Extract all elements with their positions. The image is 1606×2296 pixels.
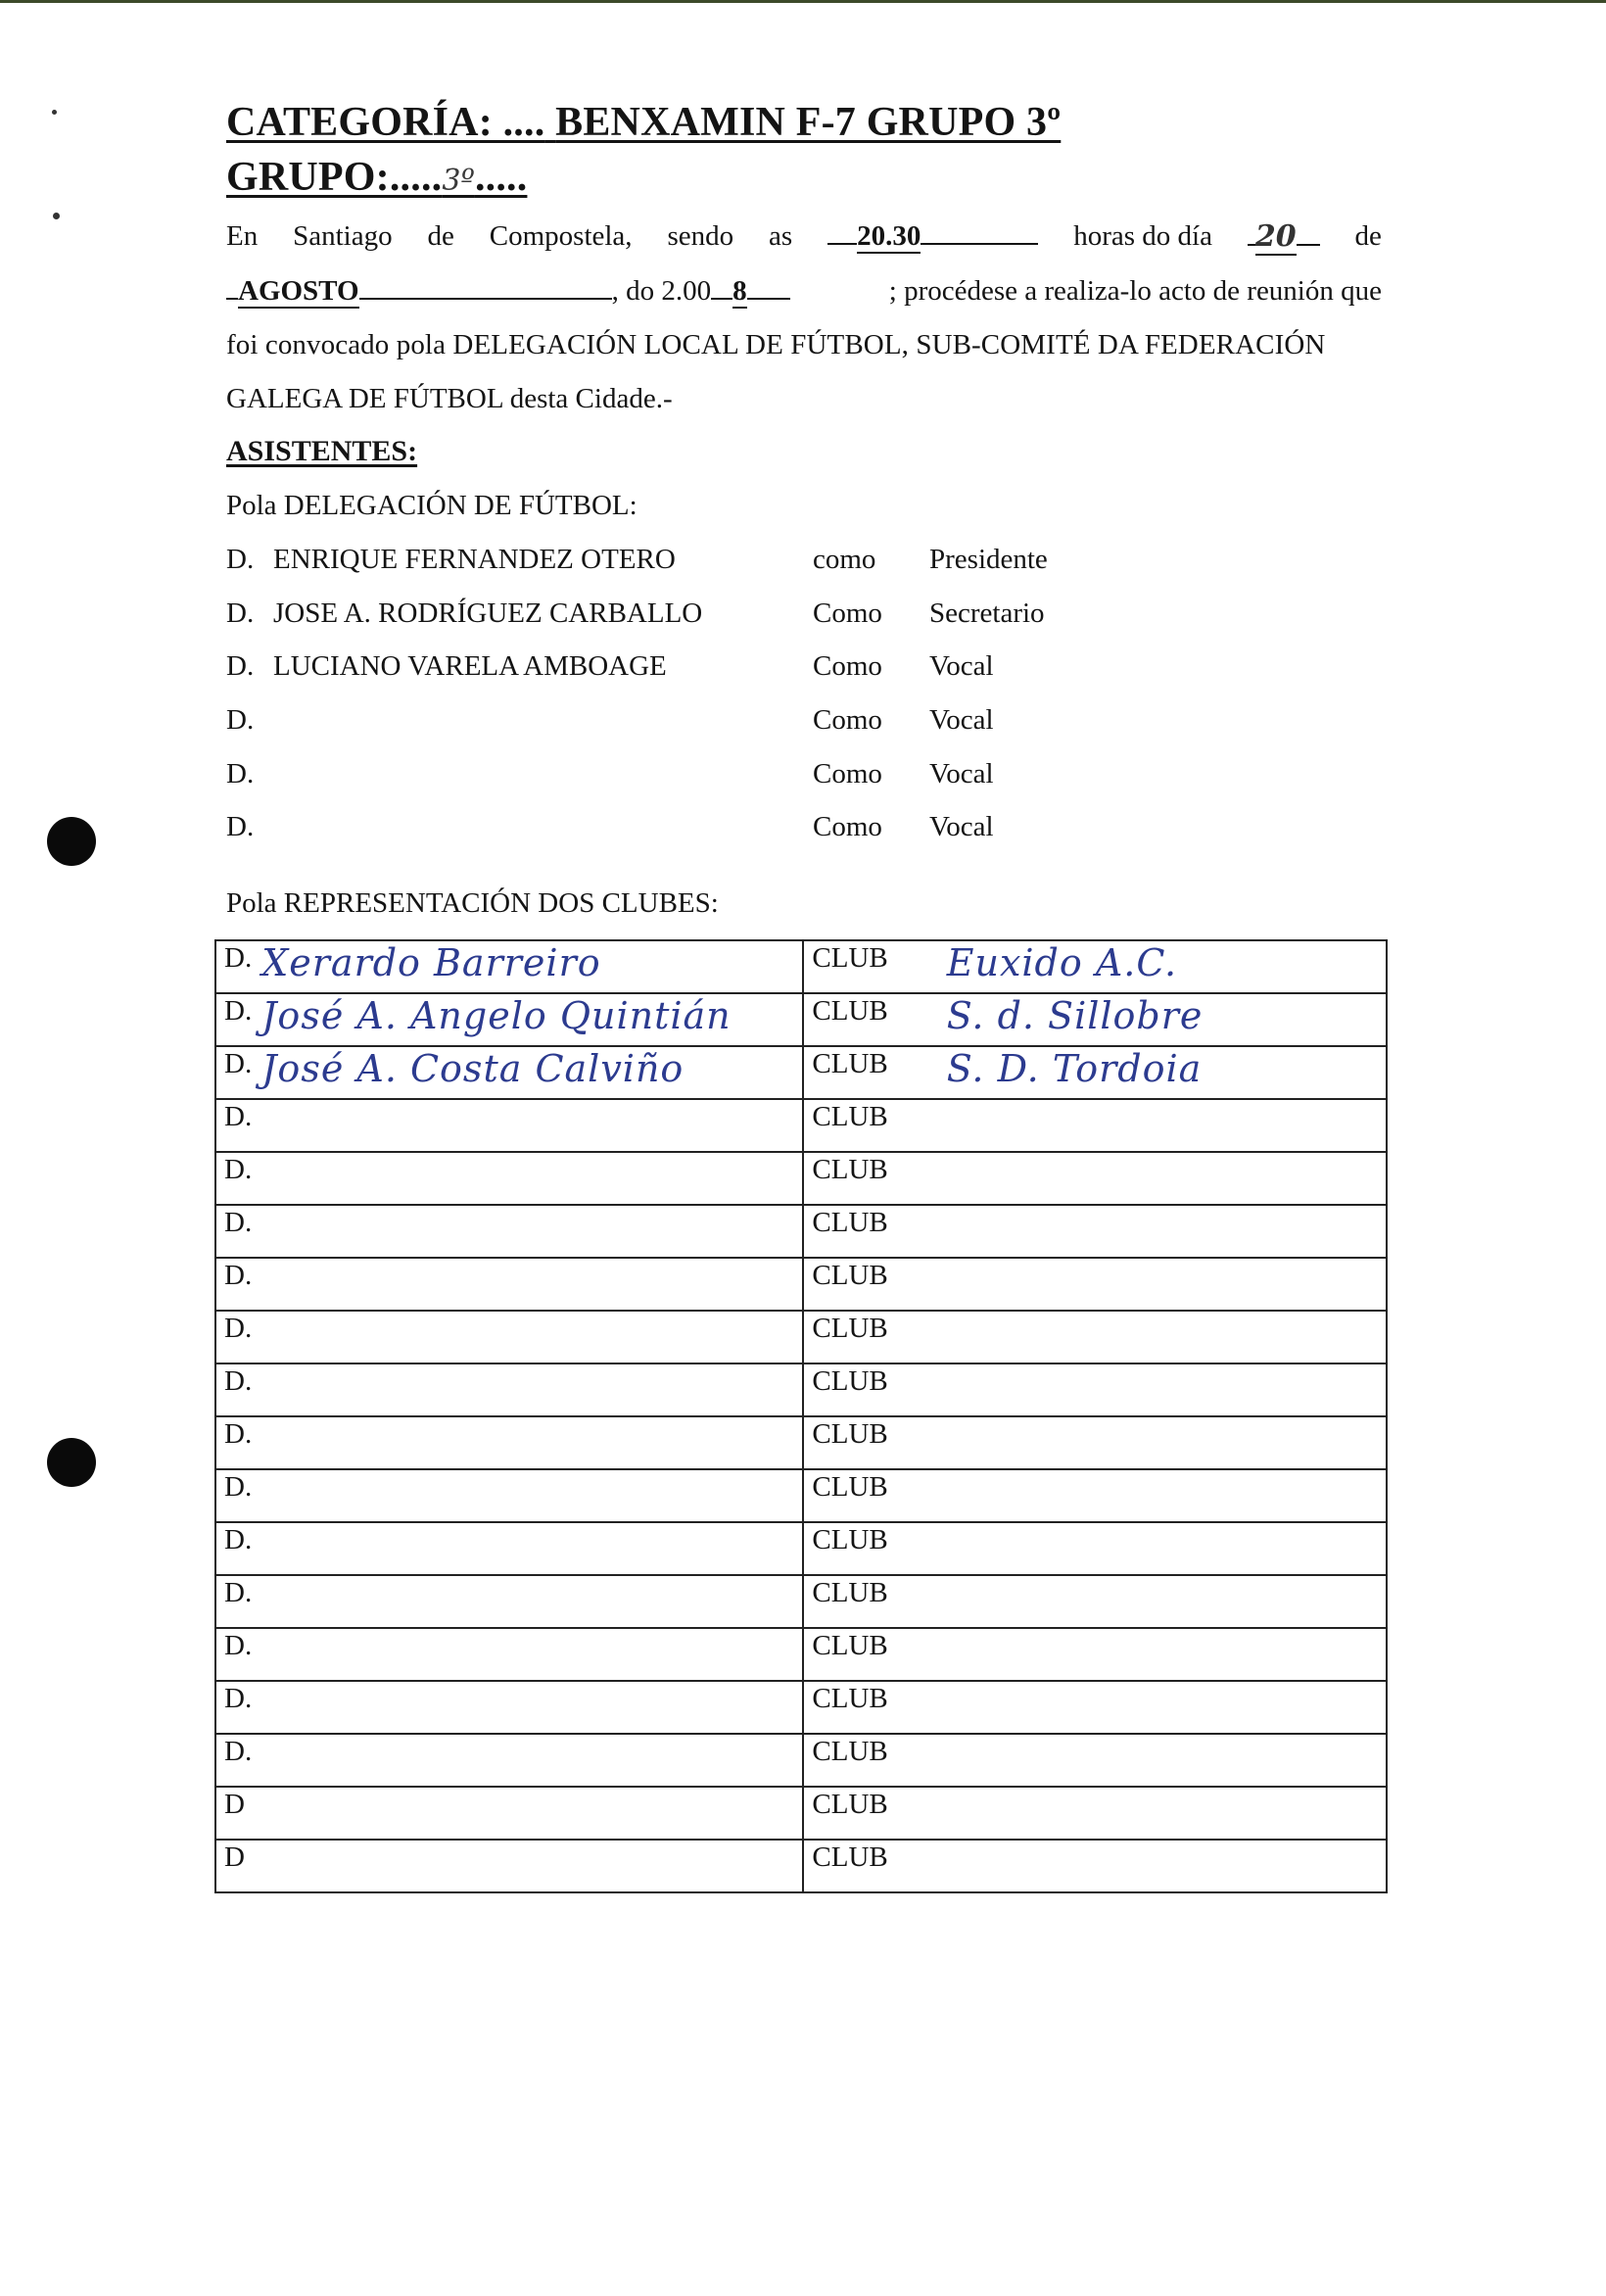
scan-speck: [53, 213, 60, 219]
club-cell: [803, 1681, 1387, 1734]
club-row: [215, 1416, 1387, 1469]
club-row: [215, 1469, 1387, 1522]
intro-word: Santiago: [293, 220, 393, 252]
club-name-handwritten: Euxido A.C.: [946, 941, 1178, 984]
club-cell: [803, 1311, 1387, 1363]
intro-word: sendo: [667, 220, 734, 252]
representative-cell: [215, 1469, 803, 1522]
member-role: Vocal: [929, 811, 994, 842]
grupo-label: GRUPO:.....: [226, 155, 443, 200]
representative-cell: [215, 1575, 803, 1628]
representative-prefix: D.: [224, 1207, 253, 1238]
delegacion-label: Pola DELEGACIÓN DE FÚTBOL:: [226, 490, 638, 521]
club-row: [215, 1205, 1387, 1258]
delegacion-member-row: [226, 544, 1108, 583]
clubs-table: [214, 939, 1388, 1893]
member-prefix: D.: [226, 704, 255, 736]
intro-word: as: [769, 220, 793, 252]
ano-digit: 8: [732, 275, 747, 307]
club-cell: [803, 1416, 1387, 1469]
club-label: CLUB: [812, 1313, 888, 1344]
member-name: ENRIQUE FERNANDEZ OTERO: [273, 544, 676, 575]
intro-line-1: [226, 210, 1382, 264]
member-prefix: D.: [226, 650, 255, 682]
club-label: CLUB: [812, 942, 888, 974]
representative-prefix: D.: [224, 942, 253, 974]
club-cell: [803, 1734, 1387, 1787]
club-cell: [803, 1099, 1387, 1152]
intro-line-2-rest: ; procédese a realiza-lo acto de reunión que: [888, 275, 1382, 307]
member-como: como: [813, 544, 876, 575]
club-cell: [803, 1258, 1387, 1311]
club-label: CLUB: [812, 1365, 888, 1397]
hora-value: 20.30: [857, 220, 921, 252]
dia-field: [1248, 210, 1320, 264]
club-row: [215, 1099, 1387, 1152]
club-name-handwritten: S. d. Sillobre: [946, 994, 1204, 1037]
club-label: CLUB: [812, 1260, 888, 1291]
representative-cell: [215, 1205, 803, 1258]
representative-prefix: D.: [224, 1683, 253, 1714]
delegacion-member-row: [226, 704, 1108, 743]
representative-cell: [215, 1046, 803, 1099]
intro-paragraph: [226, 210, 1382, 426]
club-row: [215, 1046, 1387, 1099]
representative-prefix: D: [224, 1789, 245, 1820]
asistentes-title: ASISTENTES:: [226, 435, 418, 467]
hora-field: [827, 210, 1038, 264]
categoria-label: CATEGORÍA: ....: [226, 100, 545, 145]
club-label: CLUB: [812, 1471, 888, 1503]
member-role: Vocal: [929, 650, 994, 682]
club-label: CLUB: [812, 1154, 888, 1185]
representative-prefix: D.: [224, 1418, 253, 1450]
representative-signature: Xerardo Barreiro: [261, 941, 601, 984]
member-prefix: D.: [226, 598, 255, 629]
delegacion-member-row: [226, 598, 1108, 637]
representative-prefix: D: [224, 1842, 245, 1873]
club-cell: [803, 1840, 1387, 1892]
representative-prefix: D.: [224, 1048, 253, 1079]
grupo-value-handwritten: 3º: [442, 164, 475, 198]
delegacion-member-row: [226, 811, 1108, 850]
representative-prefix: D.: [224, 1736, 253, 1767]
representative-cell: [215, 1628, 803, 1681]
representative-cell: [215, 1681, 803, 1734]
club-cell: [803, 1363, 1387, 1416]
dia-value-handwritten: 20: [1254, 219, 1297, 254]
representative-prefix: D.: [224, 1154, 253, 1185]
club-cell: [803, 1787, 1387, 1840]
do-text: , do 2.00: [611, 275, 712, 307]
representative-prefix: D.: [224, 1630, 253, 1661]
club-row: [215, 1681, 1387, 1734]
member-prefix: D.: [226, 758, 255, 789]
club-label: CLUB: [812, 1524, 888, 1555]
club-label: CLUB: [812, 1630, 888, 1661]
club-cell: [803, 1628, 1387, 1681]
club-label: CLUB: [812, 1577, 888, 1608]
intro-word: de: [427, 220, 454, 252]
representative-prefix: D.: [224, 1471, 253, 1503]
member-name: JOSE A. RODRÍGUEZ CARBALLO: [273, 598, 703, 629]
club-row: [215, 1628, 1387, 1681]
horas-text: horas do día: [1073, 220, 1212, 252]
de-text: de: [1354, 220, 1382, 252]
club-label: CLUB: [812, 1048, 888, 1079]
clubes-label: Pola REPRESENTACIÓN DOS CLUBES:: [226, 887, 719, 919]
club-row: [215, 1575, 1387, 1628]
representative-cell: [215, 993, 803, 1046]
member-role: Vocal: [929, 704, 994, 736]
representative-cell: [215, 1099, 803, 1152]
club-row: [215, 1522, 1387, 1575]
member-como: Como: [813, 598, 882, 629]
club-cell: [803, 1522, 1387, 1575]
delegacion-member-row: [226, 650, 1108, 690]
club-cell: [803, 993, 1387, 1046]
punch-hole-upper: [47, 817, 96, 866]
representative-cell: [215, 1522, 803, 1575]
club-label: CLUB: [812, 1842, 888, 1873]
club-cell: [803, 1469, 1387, 1522]
member-role: Secretario: [929, 598, 1045, 629]
member-prefix: D.: [226, 544, 255, 575]
club-row: [215, 1787, 1387, 1840]
member-prefix: D.: [226, 811, 255, 842]
delegacion-member-row: [226, 758, 1108, 797]
representative-prefix: D.: [224, 1365, 253, 1397]
member-como: Como: [813, 758, 882, 789]
categoria-value: BENXAMIN F-7 GRUPO 3º: [555, 100, 1062, 145]
representative-cell: [215, 1416, 803, 1469]
club-row: [215, 1258, 1387, 1311]
member-como: Como: [813, 811, 882, 842]
club-row: [215, 1152, 1387, 1205]
club-label: CLUB: [812, 1683, 888, 1714]
club-row: [215, 993, 1387, 1046]
member-role: Vocal: [929, 758, 994, 789]
representative-prefix: D.: [224, 1524, 253, 1555]
representative-signature: José A. Angelo Quintián: [261, 994, 732, 1037]
member-name: LUCIANO VARELA AMBOAGE: [273, 650, 667, 682]
club-row: [215, 1734, 1387, 1787]
club-cell: [803, 1205, 1387, 1258]
member-como: Como: [813, 650, 882, 682]
representative-cell: [215, 1734, 803, 1787]
representative-cell: [215, 1840, 803, 1892]
intro-word: Compostela,: [489, 220, 633, 252]
representative-cell: [215, 940, 803, 993]
club-row: [215, 1311, 1387, 1363]
categoria-heading: [226, 99, 1061, 146]
intro-line-2: [226, 264, 1382, 318]
club-cell: [803, 1575, 1387, 1628]
representative-prefix: D.: [224, 1260, 253, 1291]
intro-word: En: [226, 220, 259, 252]
punch-hole-lower: [47, 1438, 96, 1487]
club-label: CLUB: [812, 1101, 888, 1132]
mes-field: [226, 264, 790, 318]
representative-signature: José A. Costa Calviño: [261, 1047, 685, 1090]
intro-line-4-text: GALEGA DE FÚTBOL desta Cidade.-: [226, 383, 673, 414]
mes-value: AGOSTO: [238, 275, 359, 307]
club-label: CLUB: [812, 1418, 888, 1450]
representative-prefix: D.: [224, 1101, 253, 1132]
scan-speck: [52, 110, 57, 115]
club-label: CLUB: [812, 1736, 888, 1767]
representative-prefix: D.: [224, 1313, 253, 1344]
representative-prefix: D.: [224, 995, 253, 1027]
club-label: CLUB: [812, 1207, 888, 1238]
club-cell: [803, 1046, 1387, 1099]
club-row: [215, 940, 1387, 993]
representative-prefix: D.: [224, 1577, 253, 1608]
representative-cell: [215, 1258, 803, 1311]
scan-top-border: [0, 0, 1606, 3]
club-cell: [803, 940, 1387, 993]
club-row: [215, 1840, 1387, 1892]
grupo-suffix: .....: [474, 155, 528, 200]
representative-cell: [215, 1787, 803, 1840]
representative-cell: [215, 1311, 803, 1363]
club-label: CLUB: [812, 995, 888, 1027]
grupo-heading: [226, 154, 527, 201]
intro-line-4: [226, 372, 1382, 426]
intro-line-3-text: foi convocado pola DELEGACIÓN LOCAL DE FÚTBOL, SUB-COMITÉ DA FEDERACIÓN: [226, 329, 1326, 360]
club-label: CLUB: [812, 1789, 888, 1820]
intro-line-3: [226, 318, 1382, 372]
member-role: Presidente: [929, 544, 1048, 575]
club-name-handwritten: S. D. Tordoia: [946, 1047, 1203, 1090]
representative-cell: [215, 1152, 803, 1205]
representative-cell: [215, 1363, 803, 1416]
club-cell: [803, 1152, 1387, 1205]
club-row: [215, 1363, 1387, 1416]
member-como: Como: [813, 704, 882, 736]
